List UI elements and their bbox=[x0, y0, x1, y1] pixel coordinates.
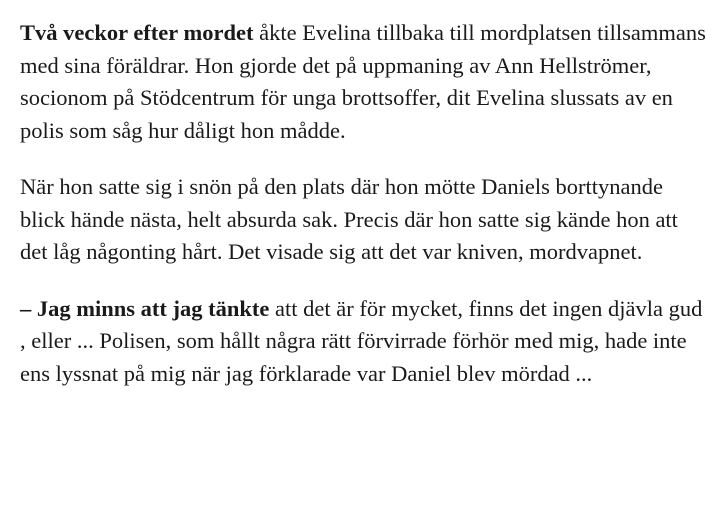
paragraph-3-text: att det är för mycket, finns det ingen djävla gud , eller ... Polisen, som hållt några rätt förvirrade förhör med mig, hade inte ens lyssnat på mig när jag förklarade var Daniel blev mördad ... bbox=[20, 295, 703, 386]
article-body bbox=[20, 17, 710, 390]
paragraph-1-text: åkte Evelina tillbaka till mordplatsen tillsammans med sina föräldrar. Hon gjorde det på uppmaning av Ann Hellströmer, socionom på Stödcentrum för unga brottsoffer, dit Evelina slussats av en polis som såg hur dåligt hon mådde. bbox=[20, 20, 706, 143]
paragraph-2 bbox=[20, 171, 710, 269]
paragraph-1-lead: Två veckor efter mordet bbox=[20, 20, 254, 45]
paragraph-3-lead: – Jag minns att jag tänkte bbox=[20, 295, 270, 321]
paragraph-1 bbox=[20, 17, 710, 147]
paragraph-2-text: När hon satte sig i snön på den plats där hon mötte Daniels borttynande blick hände nästa, helt absurda sak. Precis där hon satte sig kände hon att det låg någonting hårt. Det visade sig att det var kniven, mordvapnet. bbox=[20, 174, 678, 264]
paragraph-3 bbox=[20, 293, 710, 391]
